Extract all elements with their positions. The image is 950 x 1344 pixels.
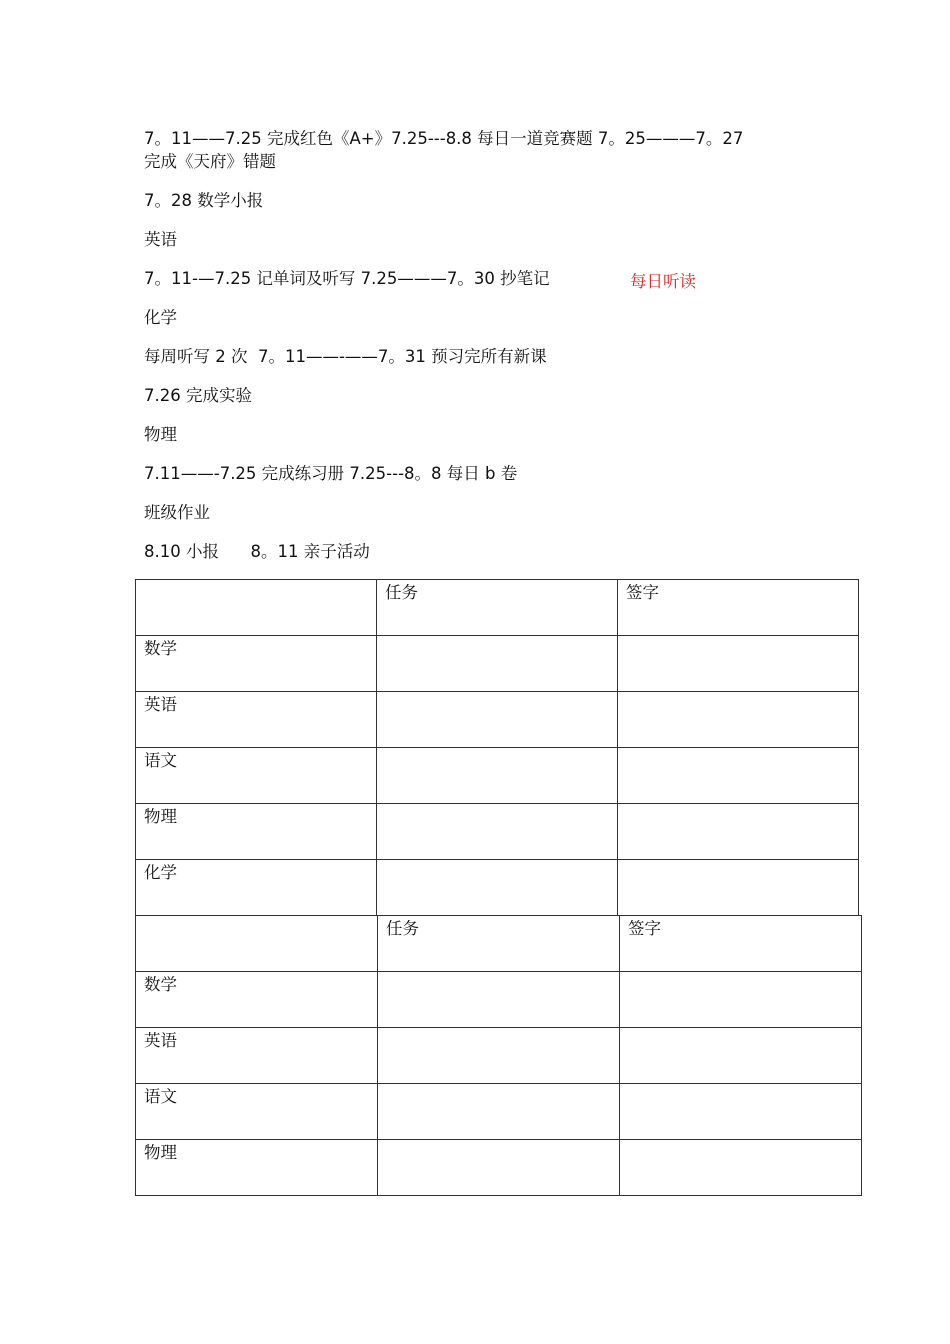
table-row: [136, 636, 859, 692]
signature-cell[interactable]: [620, 1140, 862, 1196]
english-heading: 英语: [144, 230, 177, 249]
task-cell[interactable]: [378, 1028, 620, 1084]
table-row: [136, 860, 859, 916]
signature-cell[interactable]: [620, 1028, 862, 1084]
experiment-line: 7.26 完成实验: [144, 386, 252, 405]
signature-cell[interactable]: [618, 692, 859, 748]
signature-cell[interactable]: [618, 636, 859, 692]
math-plan-line-2: 完成《天府》错题: [144, 152, 276, 171]
subject-cell: 数学: [136, 636, 377, 692]
header-cell-signature: 签字: [620, 916, 862, 972]
task-cell[interactable]: [377, 860, 618, 916]
subject-cell: 数学: [136, 972, 378, 1028]
subject-cell: 物理: [136, 1140, 378, 1196]
task-cell[interactable]: [377, 748, 618, 804]
math-plan-line-1: 7。11——7.25 完成红色《A+》7.25---8.8 每日一道竞赛题 7。25———7。27: [144, 129, 744, 148]
header-cell-empty: [136, 580, 377, 636]
header-cell-empty: [136, 916, 378, 972]
physics-plan-line: 7.11——-7.25 完成练习册 7.25---8。8 每日 b 卷: [144, 464, 518, 483]
subject-cell: 语文: [136, 1084, 378, 1140]
signature-cell[interactable]: [618, 748, 859, 804]
class-homework-heading: 班级作业: [144, 503, 210, 522]
task-cell[interactable]: [378, 1140, 620, 1196]
physics-heading: 物理: [144, 425, 177, 444]
subject-cell: 英语: [136, 692, 377, 748]
table-row: [136, 804, 859, 860]
signoff-table-1: [135, 579, 859, 916]
subject-cell: 语文: [136, 748, 377, 804]
subject-cell: 英语: [136, 1028, 378, 1084]
subject-cell: 化学: [136, 860, 377, 916]
header-cell-task: 任务: [377, 580, 618, 636]
math-report-line: 7。28 数学小报: [144, 191, 264, 210]
table-row: [136, 972, 862, 1028]
class-homework-line: 8.10 小报 8。11 亲子活动: [144, 542, 370, 561]
task-cell[interactable]: [377, 692, 618, 748]
signature-cell[interactable]: [620, 1084, 862, 1140]
signature-cell[interactable]: [620, 972, 862, 1028]
table-row: [136, 692, 859, 748]
task-cell[interactable]: [378, 972, 620, 1028]
subject-cell: 物理: [136, 804, 377, 860]
chemistry-plan-line: 每周听写 2 次 7。11——-——7。31 预习完所有新课: [144, 347, 547, 366]
english-plan-line: 7。11-—7.25 记单词及听写 7.25———7。30 抄笔记: [144, 269, 550, 288]
header-cell-task: 任务: [378, 916, 620, 972]
table-header-row: [136, 580, 859, 636]
table-row: [136, 1084, 862, 1140]
table-header-row: [136, 916, 862, 972]
chemistry-heading: 化学: [144, 308, 177, 327]
daily-listening-highlight: 每日听读: [630, 272, 696, 291]
task-cell[interactable]: [378, 1084, 620, 1140]
signature-cell[interactable]: [618, 860, 859, 916]
table-row: [136, 1140, 862, 1196]
header-cell-signature: 签字: [618, 580, 859, 636]
signature-cell[interactable]: [618, 804, 859, 860]
signoff-table-2: [135, 915, 862, 1196]
table-row: [136, 748, 859, 804]
table-row: [136, 1028, 862, 1084]
task-cell[interactable]: [377, 636, 618, 692]
task-cell[interactable]: [377, 804, 618, 860]
